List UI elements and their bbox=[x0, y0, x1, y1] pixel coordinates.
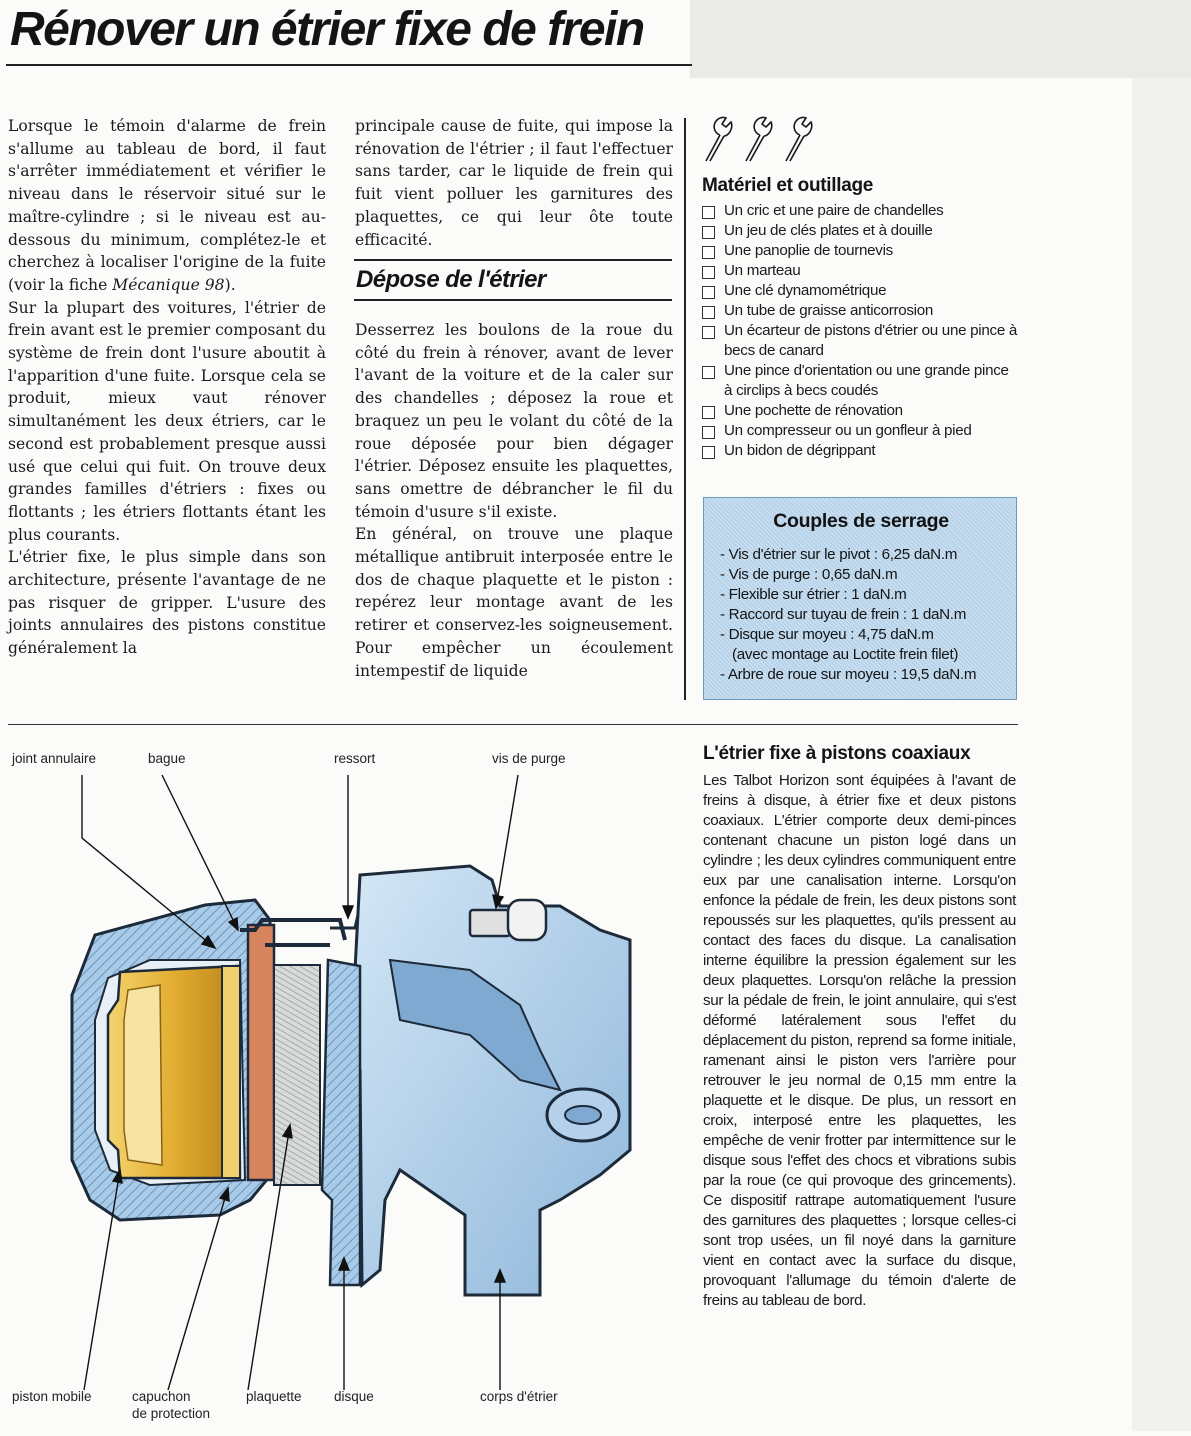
label-purge: vis de purge bbox=[492, 751, 566, 766]
label-plaquette: plaquette bbox=[246, 1389, 302, 1404]
coaxial-title: L'étrier fixe à pistons coaxiaux bbox=[703, 743, 971, 764]
caliper-cross-section bbox=[0, 730, 700, 1431]
bleed-screw bbox=[470, 910, 510, 936]
page-corner-shade bbox=[690, 0, 1191, 78]
page-edge-shade bbox=[1132, 78, 1191, 1431]
piston-cup bbox=[124, 985, 162, 1165]
page-title: Rénover un étrier fixe de frein bbox=[10, 3, 644, 56]
brake-pad bbox=[248, 925, 274, 1180]
tool-item: Un tube de graisse anticorrosion bbox=[700, 301, 1020, 321]
title-rule bbox=[6, 64, 692, 66]
brake-disc bbox=[322, 960, 360, 1285]
tool-item: Une pince d'orientation ou une grande pince à circlips à becs coudés bbox=[700, 361, 1020, 401]
tools-list bbox=[700, 201, 1020, 461]
section-divider bbox=[8, 724, 1018, 725]
pad-backing bbox=[274, 965, 320, 1185]
coaxial-section bbox=[703, 743, 1016, 1311]
torque-item: - Raccord sur tuyau de frein : 1 daN.m bbox=[720, 606, 967, 623]
label-piston: piston mobile bbox=[12, 1389, 92, 1404]
torque-item: - Vis de purge : 0,65 daN.m bbox=[720, 566, 898, 583]
intro-continuation: principale cause de fuite, qui impose la rénovation de l'étrier ; il faut l'effectuer sans tarder, car le liquide de frein qui fuit vient polluer les garnitures des plaquettes, ce qui leur ôte toute efficacité. bbox=[355, 117, 673, 249]
depose-title: Dépose de l'étrier bbox=[356, 266, 546, 293]
label-capuchon: capuchon de protection bbox=[132, 1389, 211, 1421]
reference-italic: Mécanique 98 bbox=[112, 275, 225, 294]
depose-paragraph-1: Desserrez les boulons de la roue du côté du frein à rénover, avant de lever l'avant de la voiture et de la caler sur des chandelles ; déposez la roue et braquez un peu le volant du côté de la roue déposée pour bien dégager l'étrier. Déposez ensuite les plaquettes, sans omettre de débrancher le fil du témoin d'usure s'il existe. bbox=[355, 321, 673, 521]
torque-title: Couples de serrage bbox=[773, 510, 949, 532]
column-divider bbox=[684, 118, 686, 700]
intro-paragraph-3: L'étrier fixe, le plus simple dans son architecture, présente l'avantage de ne pas risquer de gripper. L'usure des joints annulaires des pistons constitue généralement la bbox=[8, 548, 326, 658]
tool-item: Un marteau bbox=[700, 261, 1020, 281]
depose-column bbox=[355, 319, 673, 682]
wrench-icons-group bbox=[700, 115, 830, 165]
tool-item: Une clé dynamométrique bbox=[700, 281, 1020, 301]
label-corps: corps d'étrier bbox=[480, 1389, 558, 1404]
tool-item: Une panoplie de tournevis bbox=[700, 241, 1020, 261]
bleed-screw-cap bbox=[508, 900, 546, 940]
label-bague: bague bbox=[148, 751, 186, 766]
tool-item: Un jeu de clés plates et à douille bbox=[700, 221, 1020, 241]
tools-section bbox=[700, 115, 1020, 461]
caliper-diagram bbox=[0, 730, 700, 1431]
subtitle-rule-bottom bbox=[354, 299, 672, 301]
torque-item: - Vis d'étrier sur le pivot : 6,25 daN.m bbox=[720, 546, 958, 563]
label-disque: disque bbox=[334, 1389, 374, 1404]
intro-paragraph-2: Sur la plupart des voitures, l'étrier de frein avant est le premier composant du système de frein dont l'usure aboutit à l'apparition d'une fuite. Lorsque cela se produit, mieux vaut rénover simultanément les deux étriers, car le second est probablement presque aussi usé que celui qui fuit. On trouve deux grandes familles d'étriers : fixes ou flottants ; les étriers flottants étant les plus courants. bbox=[8, 298, 326, 544]
coaxial-text: Les Talbot Horizon sont équipées à l'avant de freins à disque, à étrier fixe et deux pistons coaxiaux. L'étrier comporte deux demi-pinces contenant chacune un piston logé dans un cylindre ; les deux cylindres communiquent entre eux par une canalisation interne. Lorsqu'on enfonce la pédale de frein, les deux pistons sont repoussés sur les plaquettes, qu'ils pressent au contact des faces du disque. La canalisation interne équilibre la pression également sur les deux plaquettes. Lorsqu'on relâche la pression sur la pédale de frein, le joint annulaire, qui s'est déformé latéralement sous l'effet du déplacement du piston, reprend sa forme initiale, ramenant ainsi le piston vers l'arrière pour retrouver le jeu normal de 0,15 mm entre la plaquette et le disque. De plus, un ressort en croix, interposé entre les plaquettes, les empêche de venir frotter par intermittence sur le disque sous l'effet des chocs et vibrations subis par la roue (ce qui provoque des grincements). Ce dispositif rattrape automatiquement l'usure des garnitures des plaquettes ; lorsque celles-ci sont trop usées, un fil noyé dans la garniture vient en contact avec la surface du disque, provoquant l'allumage du témoin d'alerte de freins au tableau de bord. bbox=[703, 772, 1016, 1309]
torque-item-note: (avec montage au Loctite frein filet) bbox=[732, 646, 959, 663]
tool-item: Une pochette de rénovation bbox=[700, 401, 1020, 421]
piston-ring bbox=[222, 966, 240, 1178]
subtitle-rule-top bbox=[354, 259, 672, 261]
torque-item: - Arbre de roue sur moyeu : 19,5 daN.m bbox=[720, 666, 977, 683]
torque-list bbox=[720, 545, 1002, 685]
tool-item: Un compresseur ou un gonfleur à pied bbox=[700, 421, 1020, 441]
bleed-channel-inner bbox=[565, 1106, 601, 1124]
torque-item: - Flexible sur étrier : 1 daN.m bbox=[720, 586, 907, 603]
wrench-icon bbox=[700, 115, 1020, 165]
torque-item: - Disque sur moyeu : 4,75 daN.m bbox=[720, 626, 934, 643]
tool-item: Un cric et une paire de chandelles bbox=[700, 201, 1020, 221]
torque-box bbox=[703, 497, 1017, 700]
depose-paragraph-2: En général, on trouve une plaque métallique antibruit interposée entre le dos de chaque plaquette et le piston : repérez leur montage avant de les retirer et conservez-les soigneusement. Pour empêcher un écoulement intempestif de liquide bbox=[355, 525, 673, 680]
label-ressort: ressort bbox=[334, 751, 376, 766]
tool-item: Un écarteur de pistons d'étrier ou une pince à becs de canard bbox=[700, 321, 1020, 361]
intro-paragraph-1: Lorsque le témoin d'alarme de frein s'allume au tableau de bord, il faut s'arrêter immédiatement et vérifier le niveau dans le réservoir situé sur le maître-cylindre ; si le niveau est au-dessous du minimum, complétez-le et cherchez à localiser l'origine de la fuite (voir la fiche Mécanique 98). bbox=[8, 117, 326, 294]
label-joint: joint annulaire bbox=[12, 751, 97, 766]
tool-item: Un bidon de dégrippant bbox=[700, 441, 1020, 461]
intro-column bbox=[8, 115, 326, 660]
tools-title: Matériel et outillage bbox=[702, 175, 874, 196]
